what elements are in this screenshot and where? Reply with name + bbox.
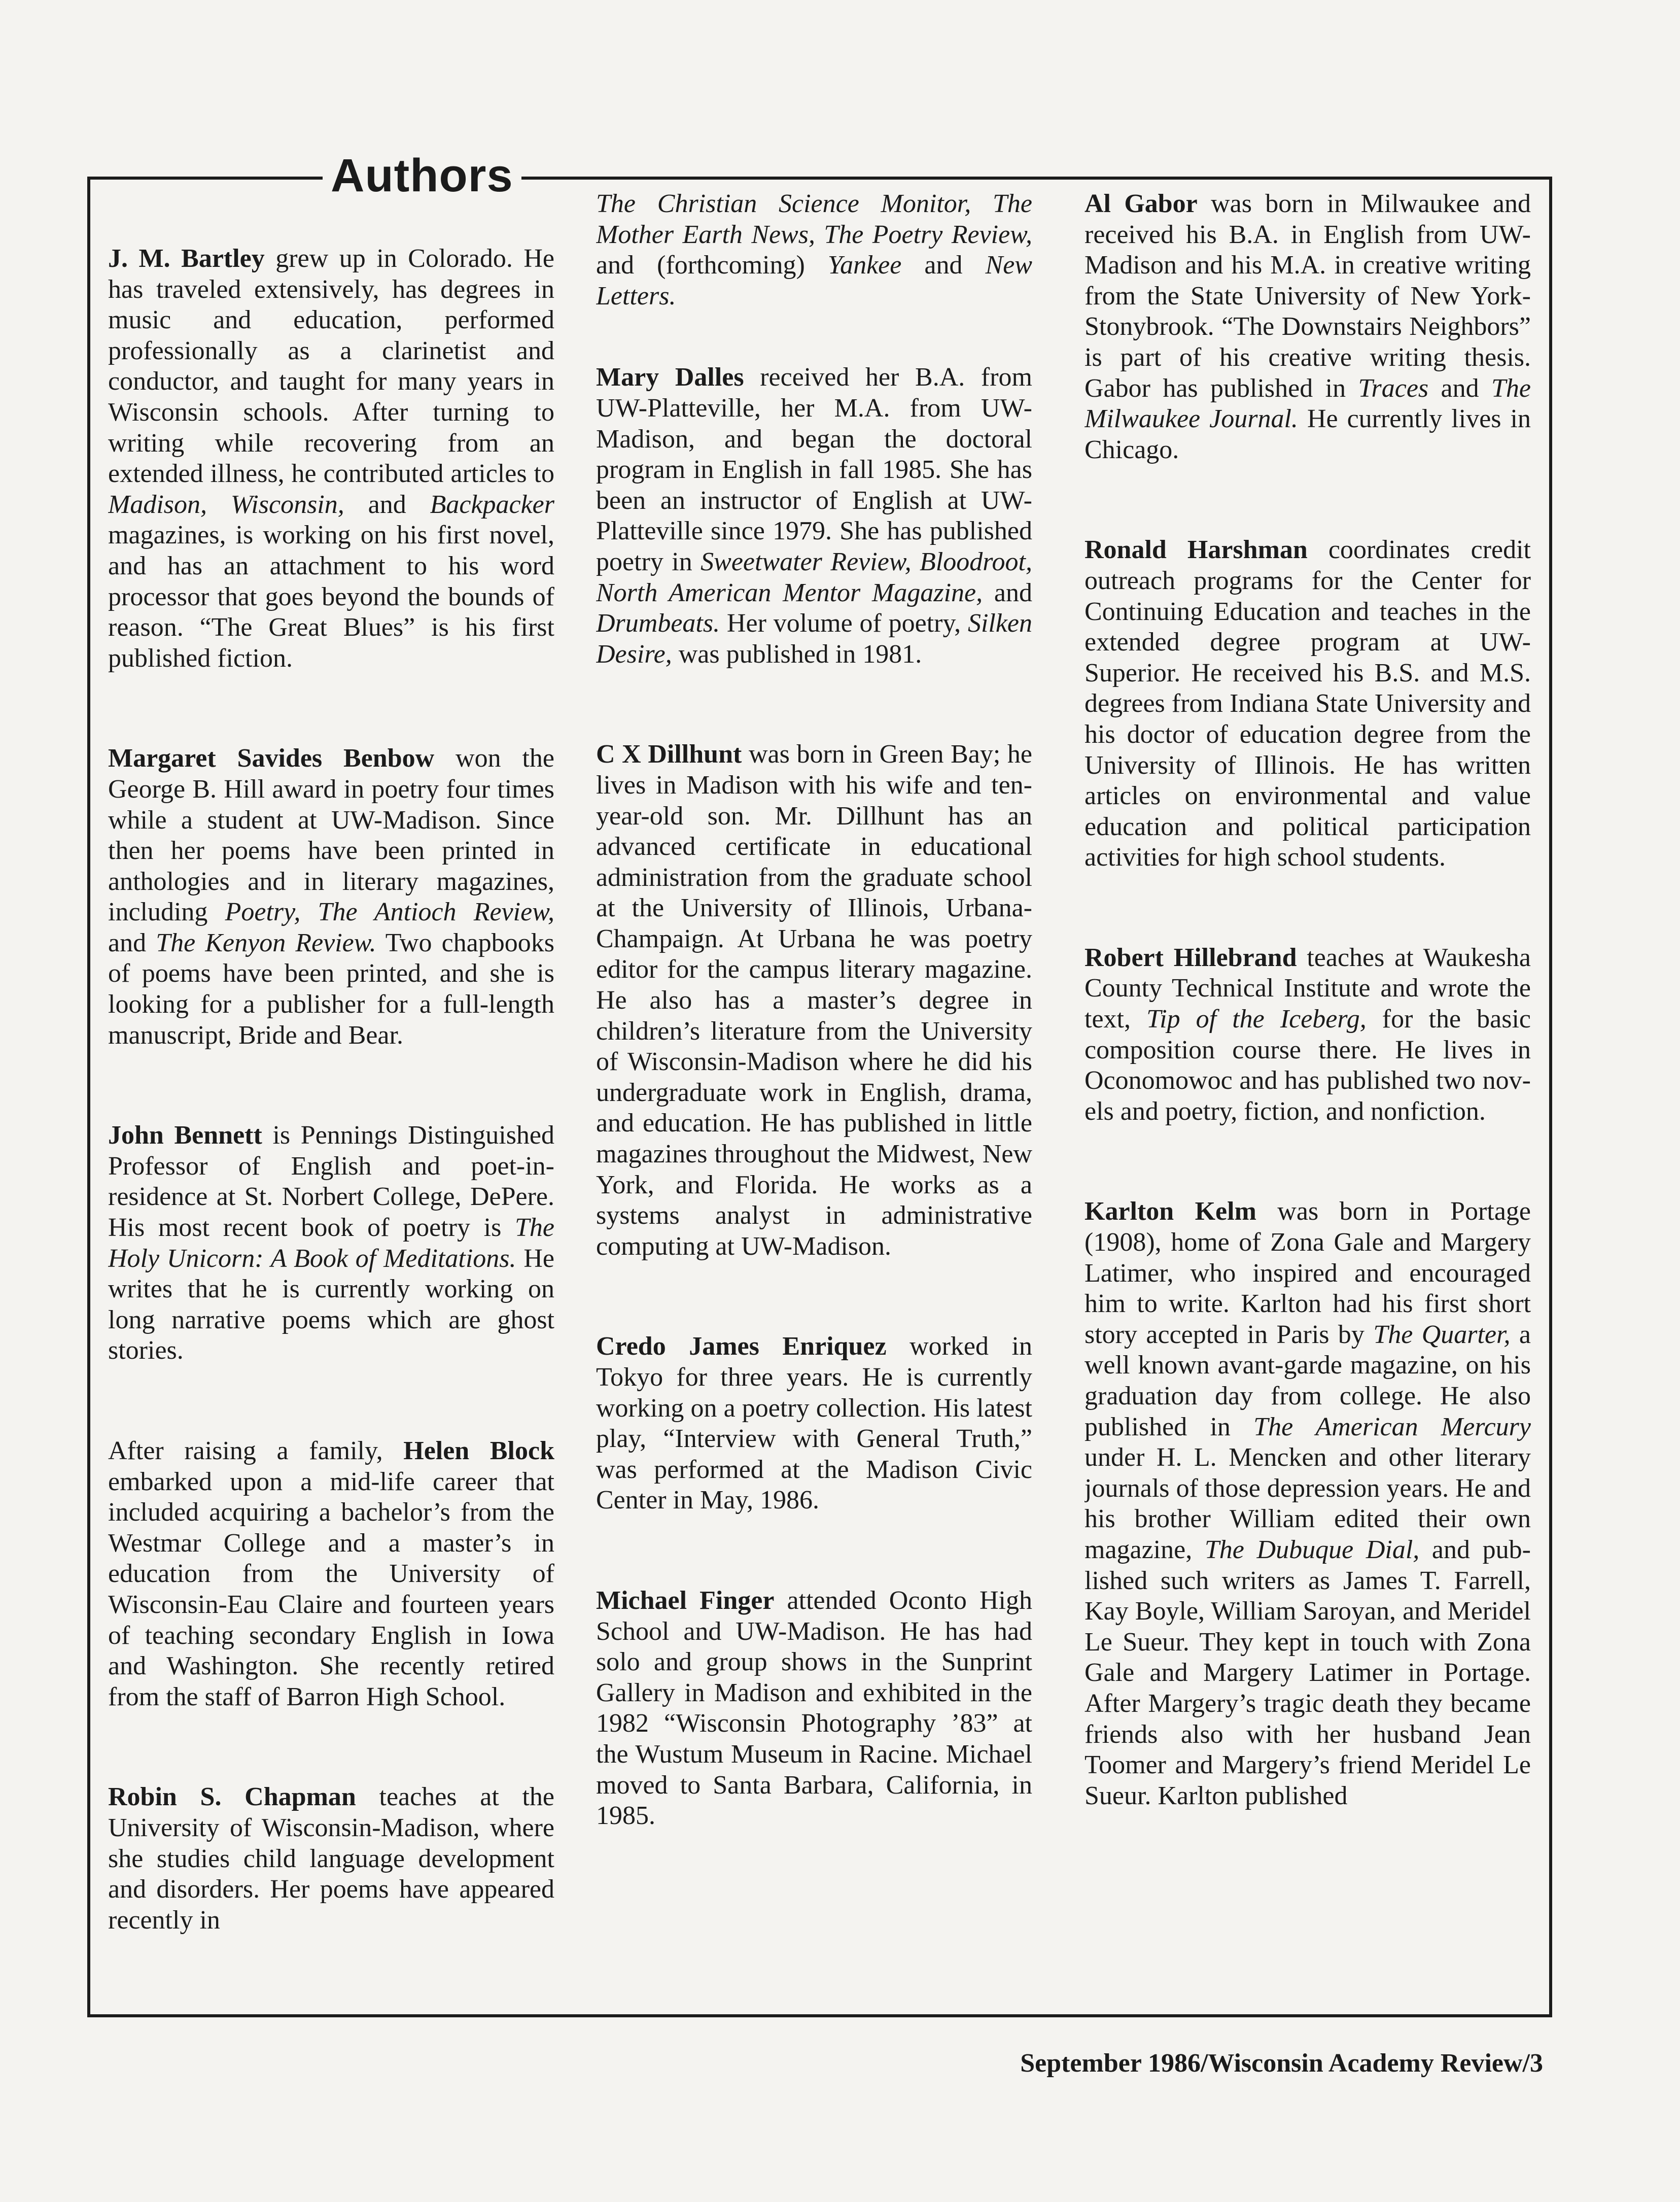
page-title: Authors xyxy=(323,147,521,204)
author-name: John Bennett xyxy=(108,1121,262,1150)
bio-chapman-continued: The Christian Science Monitor, The Mother Earth News, The Poetry Review, and (forthcoming) Yankee and New Letters. xyxy=(596,189,1032,311)
author-name: Credo James Enriquez xyxy=(596,1332,887,1361)
bio-block: After raising a family, Helen Block embarked upon a mid-life career that included acquiring a bachelor’s from the Westmar College and a master’s in education from the University of Wisconsin-Eau Claire and fourteen years of teaching secondary English in Iowa and Washington. She recently retired from the staff of Barron High School. xyxy=(108,1436,554,1711)
author-name: Al Gabor xyxy=(1084,189,1198,218)
author-name: Helen Block xyxy=(403,1436,554,1465)
bio-dillhunt: C X Dillhunt was born in Green Bay; he lives in Madison with his wife and ten-year-old son. Mr. Dillhunt has an advanced certificate in educational administration from the graduate school at the University of Illinois, Urbana-Champaign. At Urbana he was poetry editor for the campus literary magazine. He also has a master’s degree in children’s literature from the University of Wisconsin-Madison where he did his undergraduate work in English, drama, and education. He has published in little magazines throughout the Midwest, New York, and Florida. He works as a systems analyst in administrative computing at UW-Madison. xyxy=(596,740,1032,1261)
author-name: Robert Hillebrand xyxy=(1084,943,1297,972)
author-name: Margaret Savides Benbow xyxy=(108,744,435,773)
bio-hillebrand: Robert Hillebrand teaches at Waukesha County Technical Institute and wrote the text, Tip of the Iceberg, for the basic composition course there. He lives in Oconomowoc and has published two novels and poetry, fiction, and nonfiction. xyxy=(1084,943,1531,1126)
bio-benbow: Margaret Savides Benbow won the George B. Hill award in poetry four times while a student at UW-Madison. Since then her poems have been printed in anthologies and in literary magazines, including Poetry, The Antioch Review, and The Kenyon Review. Two chapbooks of poems have been printed, and she is looking for a publisher for a full-length manuscript, Bride and Bear. xyxy=(108,744,554,1050)
column-left xyxy=(108,244,554,2065)
bio-chapman: Robin S. Chapman teaches at the University of Wisconsin-Madison, where she studies child language development and disorders. Her poems have appeared recently in xyxy=(108,1782,554,1935)
author-name: J. M. Bartley xyxy=(108,244,265,273)
author-name: Michael Finger xyxy=(596,1586,775,1615)
author-name: Karlton Kelm xyxy=(1084,1197,1256,1226)
bio-harshman: Ronald Harshman coordinates credit outreach programs for the Center for Continuing Education and teaches in the extended degree program at UW-Superior. He received his B.S. and M.S. degrees from Indiana State University and his doctor of education degree from the University of Illinois. He has written articles on environmental and value education and political participation activities for high school students. xyxy=(1084,535,1531,872)
bio-bennett: John Bennett is Pennings Distinguished Professor of English and poet-in-residence at St. Norbert College, DePere. His most recent book of poetry is The Holy Unicorn: A Book of Meditations. He writes that he is currently working on long narrative poems which are ghost stories. xyxy=(108,1121,554,1365)
bio-kelm: Karlton Kelm was born in Portage (1908), home of Zona Gale and Margery Latimer, who inspired and encouraged him to write. Karlton had his first short story accepted in Paris by The Quarter, a well known avant-garde magazine, on his graduation day from college. He also published in The American Mercury under H. L. Mencken and other literary journals of those depression years. He and his brother William edited their own magazine, The Dubuque Dial, and published such writers as James T. Farrell, Kay Boyle, William Saroyan, and Meridel Le Sueur. They kept in touch with Zona Gale and Margery Latimer in Portage. After Margery’s tragic death they became friends also with her husband Jean Toomer and Margery’s friend Meridel Le Sueur. Karlton published xyxy=(1084,1197,1531,1810)
bio-dalles: Mary Dalles received her B.A. from UW-Platteville, her M.A. from UW-Madison, and began the doctoral program in English in fall 1985. She has been an instructor of English at UW-Platteville since 1979. She has published poetry in Sweetwater Review, Bloodroot, North American Mentor Magazine, and Drumbeats. Her volume of poetry, Silken Desire, was published in 1981. xyxy=(596,363,1032,669)
column-right xyxy=(1084,189,1531,2010)
bio-enriquez: Credo James Enriquez worked in Tokyo for three years. He is currently working on a poetry collection. His latest play, “Interview with General Truth,” was performed at the Madison Civic Center in May, 1986. xyxy=(596,1332,1032,1515)
bio-finger: Michael Finger attended Oconto High School and UW-Madison. He has had solo and group shows in the Sunprint Gallery in Madison and exhibited in the 1982 “Wisconsin Photography ’83” at the Wustum Museum in Racine. Michael moved to Santa Barbara, California, in 1985. xyxy=(596,1586,1032,1831)
author-name: Ronald Harshman xyxy=(1084,535,1308,565)
bio-gabor: Al Gabor was born in Milwaukee and received his B.A. in English from UW-Madison and his M.A. in creative writing from the State University of New York-Stonybrook. “The Downstairs Neighbors” is part of his creative writing thesis. Gabor has published in Traces and The Milwaukee Journal. He currently lives in Chicago. xyxy=(1084,189,1531,464)
author-name: Mary Dalles xyxy=(596,363,744,392)
page-footer: September 1986/Wisconsin Academy Review/3 xyxy=(1020,2049,1543,2078)
column-middle xyxy=(596,189,1032,2010)
bio-bartley: J. M. Bartley grew up in Colorado. He has traveled extensively, has degrees in music and education, performed professionally as a clarinetist and conductor, and taught for many years in Wisconsin schools. After turning to writing while recovering from an extended illness, he contributed articles to Madison, Wisconsin, and Backpacker magazines, is working on his first novel, and has an attachment to his word processor that goes beyond the bounds of reason. “The Great Blues” is his first published fiction. xyxy=(108,244,554,673)
author-name: Robin S. Chapman xyxy=(108,1782,356,1812)
author-name: C X Dillhunt xyxy=(596,740,742,769)
